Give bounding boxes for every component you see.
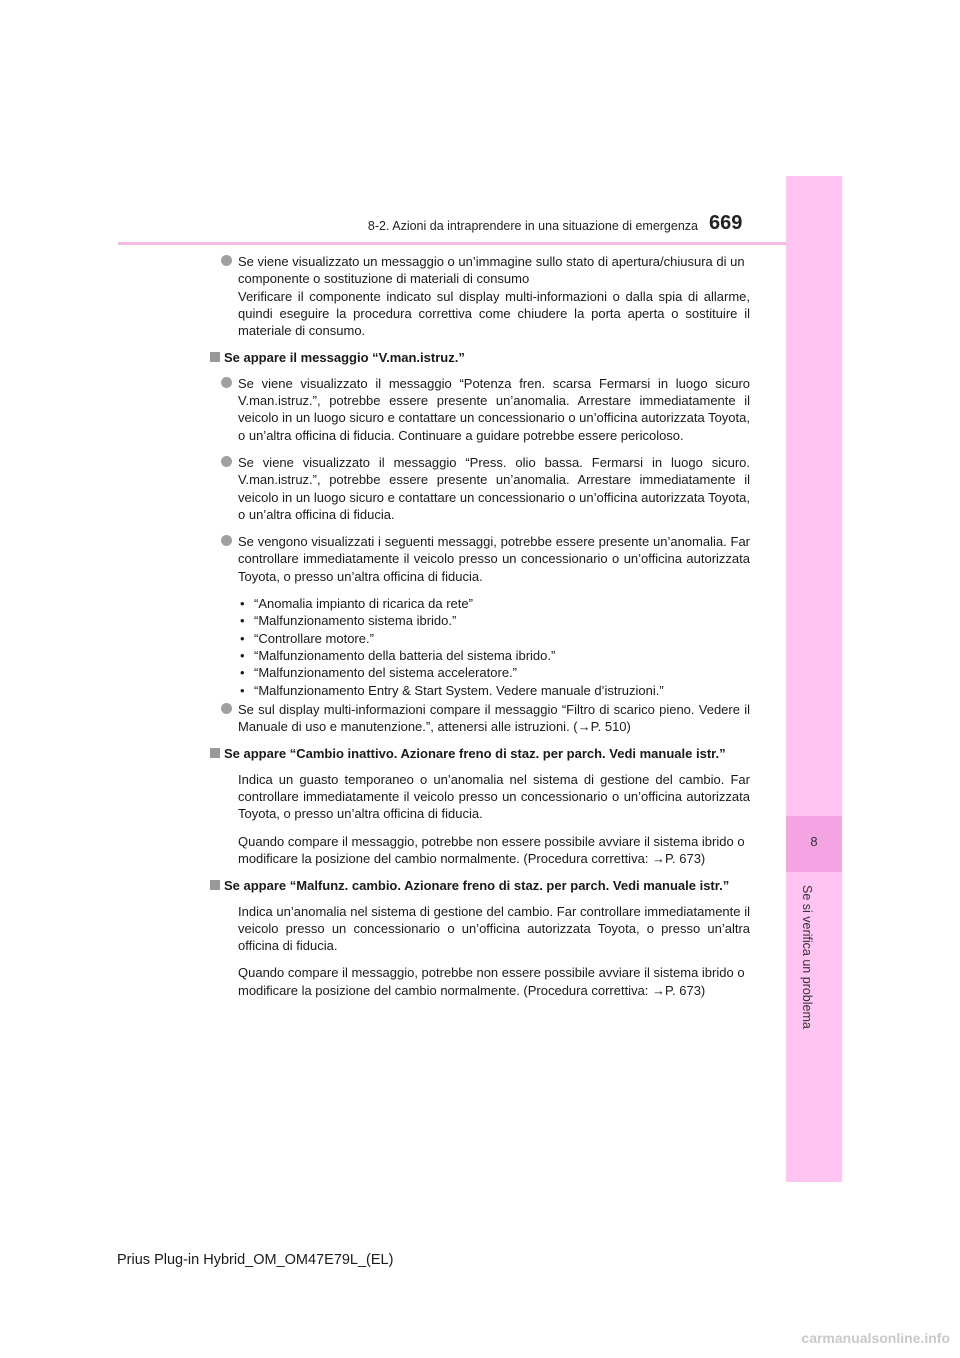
list-item (210, 454, 750, 523)
warning-message-item: • “Malfunzionamento Entry & Start System. Vedere manuale d’istruzioni.” (240, 682, 750, 699)
intro-bullet-line2: Verificare il componente indicato sul display multi-informazioni o dalla spia di allarme, quindi eseguire la procedura correttiva come chiudere la porta aperta o sostituire il materiale di consumo. (238, 288, 750, 339)
list-item-text: Se sul display multi-informazioni compare il messaggio “Filtro di scarico pieno. Vedere il Manuale di uso e manutenzione.”, attenersi alle istruzioni. (→P. 510) (238, 701, 750, 735)
section-square-icon (210, 352, 220, 362)
header-rule (118, 242, 786, 245)
warning-message-item: • “Anomalia impianto di ricarica da rete” (240, 595, 750, 612)
warning-message-item: • “Malfunzionamento della batteria del sistema ibrido.” (240, 647, 750, 664)
warning-message-item: • “Malfunzionamento del sistema acceleratore.” (240, 664, 750, 681)
paragraph: Indica un guasto temporaneo o un’anomalia nel sistema di gestione del cambio. Far controllare immediatamente il veicolo presso un concessionario o un’officina autorizzata Toyota, o presso un’altra officina di fiducia. (238, 771, 750, 822)
intro-bullet (210, 253, 750, 339)
chapter-side-strip (786, 176, 842, 1182)
paragraph: Quando compare il messaggio, potrebbe non essere possibile avviare il sistema ibrido o modificare la posizione del cambio normalmente. (Procedura correttiva: →P. 673) (238, 833, 745, 866)
section-square-icon (210, 748, 220, 758)
paragraph: Quando compare il messaggio, potrebbe non essere possibile avviare il sistema ibrido o modificare la posizione del cambio normalmente. (Procedura correttiva: →P. 673) (238, 965, 745, 998)
section-heading-cambio-inattivo (210, 745, 750, 762)
list-item-text: Se vengono visualizzati i seguenti messaggi, potrebbe essere presente un’anomalia. Far controllare immediatamente il veicolo presso un concessionario o un’officina autorizzata Toyota, o presso un’altra officina di fiducia. (238, 534, 750, 584)
section-square-icon (210, 880, 220, 890)
warning-message-item: • “Controllare motore.” (240, 630, 750, 647)
bullet-dot-icon (221, 255, 232, 266)
footer-model-code: Prius Plug-in Hybrid_OM_OM47E79L_(EL) (117, 1252, 394, 1268)
list-item-text: Se viene visualizzato il messaggio “Potenza fren. scarsa Fermarsi in luogo sicuro V.man.istruz.”, potrebbe essere presente un’anomalia. Arrestare immediatamente il veicolo in un luogo sicuro e contattare un concessionario o un’officina autorizzata Toyota, o un’altra officina di fiducia. Continuare a guidare potrebbe essere pericoloso. (238, 375, 750, 443)
section-heading-text: Se appare il messaggio “V.man.istruz.” (224, 350, 465, 366)
chapter-number: 8 (810, 834, 818, 849)
watermark: carmanualsonline.info (801, 1330, 950, 1346)
list-item (210, 701, 750, 736)
bullet-dot-icon (221, 703, 232, 714)
paragraph: Indica un’anomalia nel sistema di gestione del cambio. Far controllare immediatamente il veicolo presso un concessionario o un’officina autorizzata Toyota, o presso un’altra officina di fiducia. (238, 903, 750, 954)
bullet-dot-icon (221, 456, 232, 467)
bullet-dot-icon (221, 535, 232, 546)
section-heading-malfunz-cambio (210, 877, 750, 894)
section-title: 8-2. Azioni da intraprendere in una situazione di emergenza (367, 219, 698, 233)
warning-message-list (210, 595, 750, 699)
chapter-title: Se si verifica un problema (800, 885, 814, 1029)
section-heading-v-man-istruz (210, 349, 750, 366)
bullet-dot-icon (221, 377, 232, 388)
warning-message-item: • “Malfunzionamento sistema ibrido.” (240, 612, 750, 629)
page-number: 669 (709, 212, 743, 234)
section-heading-text: Se appare “Cambio inattivo. Azionare freno di staz. per parch. Vedi manuale istr.” (224, 746, 726, 762)
list-item-text: Se viene visualizzato il messaggio “Press. olio bassa. Fermarsi in luogo sicuro. V.man.istruz.”, potrebbe essere presente un’anomalia. Arrestare immediatamente il veicolo in un luogo sicuro e contattare un concessionario o un’officina autorizzata Toyota, o un’altra officina di fiducia. (238, 454, 750, 522)
page-content (210, 253, 750, 1009)
list-item (210, 375, 750, 444)
list-item (210, 533, 750, 585)
section-heading-text: Se appare “Malfunz. cambio. Azionare freno di staz. per parch. Vedi manuale istr.” (224, 878, 730, 894)
intro-bullet-line1: Se viene visualizzato un messaggio o un’immagine sullo stato di apertura/chiusura di un componente o sostituzione di materiali di consumo (238, 254, 745, 287)
